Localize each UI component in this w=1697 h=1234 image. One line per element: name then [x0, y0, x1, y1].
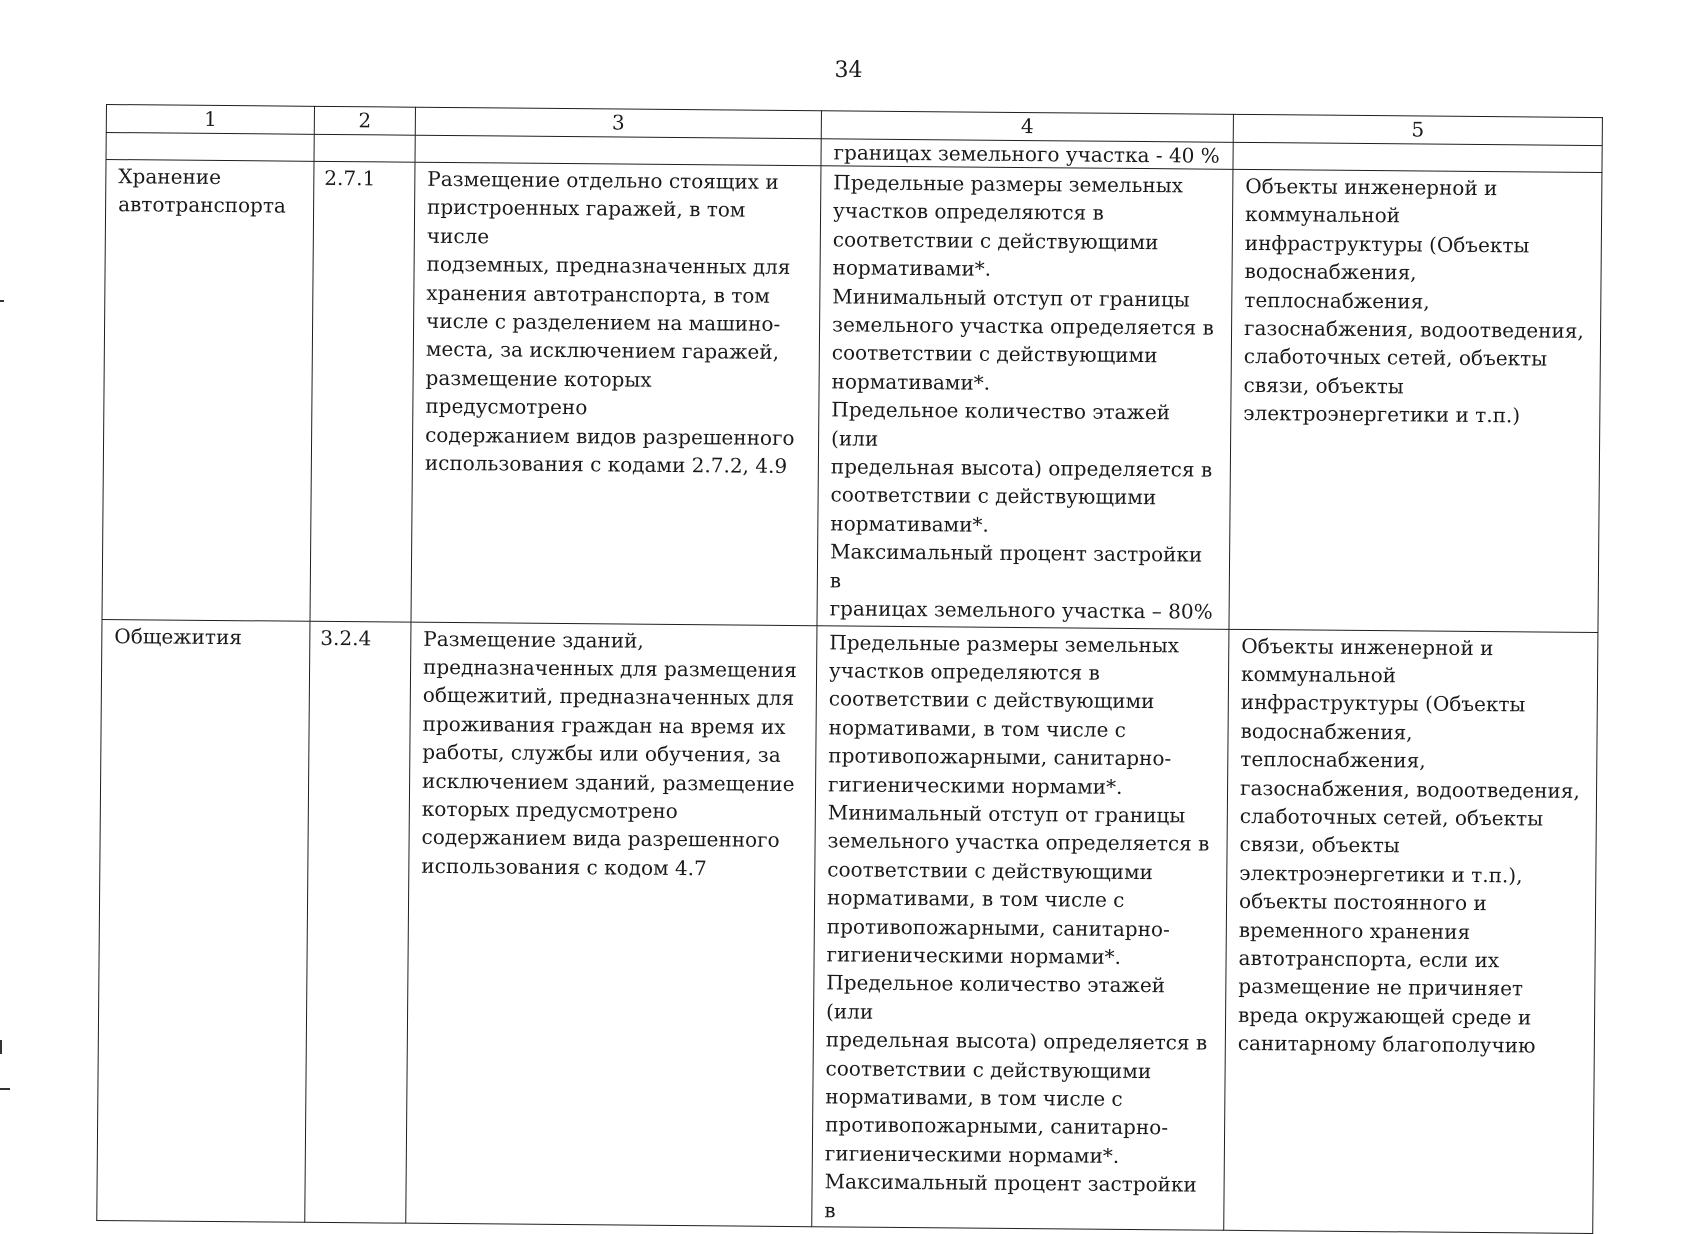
- continuation-cell-1: [106, 133, 314, 162]
- continuation-cell-3: [415, 135, 821, 166]
- table-row: [97, 619, 1598, 1234]
- column-header-5: 5: [1233, 114, 1602, 145]
- scan-edge-mark: [0, 1040, 2, 1054]
- page-number: 34: [834, 58, 863, 83]
- column-header-3: 3: [415, 107, 821, 139]
- land-use-table: [96, 104, 1603, 1234]
- continuation-cell-5: [1233, 142, 1602, 172]
- use-parameters-cell: Предельные размеры земельных участков определяются в соответствии с действующими нормативами, в том числе с противопожарными, санитарно- гигиеническими нормами*. Минимальный отступ от границы земельного участка определяется в соответствии с действующими нормативами, в том числе с противопожарными, санитарно- гигиеническими нормами*. Предельное количество этажей (или предельная высота) определяется в соответствии с действующими нормативами, в том числе с противопожарными, санитарно- гигиеническими нормами*. Максимальный процент застройки в: [812, 625, 1229, 1230]
- use-parameters-cell: Предельные размеры земельных участков определяются в соответствии с действующими нормативами*. Минимальный отступ от границы земельного участка определяется в соответствии с действующими нормативами*. Предельное количество этажей (или предельная высота) определяется в соответствии с действующими нормативами*. Максимальный процент застройки в границах земельного участка – 80%: [817, 166, 1233, 629]
- continuation-cell-4: границах земельного участка - 40 %: [821, 139, 1233, 170]
- use-name-cell: Хранение автотранспорта: [102, 160, 314, 621]
- column-header-2: 2: [314, 106, 415, 135]
- use-description-cell: Размещение зданий, предназначенных для размещения общежитий, предназначенных для проживания граждан на время их работы, службы или обучения, за исключением зданий, размещение которых предусмотрено содержанием вида разрешенного использования с кодом 4.7: [406, 622, 817, 1227]
- scan-edge-mark: [0, 1088, 10, 1090]
- use-code-cell: 3.2.4: [305, 621, 411, 1223]
- scan-edge-mark: [0, 300, 4, 302]
- continuation-cell-2: [314, 134, 415, 162]
- table-row: [102, 160, 1602, 633]
- column-header-1: 1: [106, 105, 314, 135]
- auxiliary-uses-cell: Объекты инженерной и коммунальной инфраструктуры (Объекты водоснабжения, теплоснабжения, газоснабжения, водоотведения, слаботочных сетей, объекты связи, объекты электроэнергетики и т.п.): [1229, 169, 1602, 632]
- use-description-cell: Размещение отдельно стоящих и пристроенных гаражей, в том числе подземных, предназначенных для хранения автотранспорта, в том числе с разделением на машино- места, за исключением гаражей, размещение которых предусмотрено содержанием видов разрешенного использования с кодами 2.7.2, 4.9: [411, 162, 821, 625]
- use-code-cell: 2.7.1: [310, 161, 415, 621]
- auxiliary-uses-cell: Объекты инженерной и коммунальной инфраструктуры (Объекты водоснабжения, теплоснабжения, газоснабжения, водоотведения, слаботочных сетей, объекты связи, объекты электроэнергетики и т.п.), объекты постоянного и временного хранения автотранспорта, если их размещение не причиняет вреда окружающей среде и санитарному благополучию: [1224, 629, 1598, 1234]
- use-name-cell: Общежития: [97, 619, 310, 1222]
- column-header-4: 4: [821, 111, 1233, 143]
